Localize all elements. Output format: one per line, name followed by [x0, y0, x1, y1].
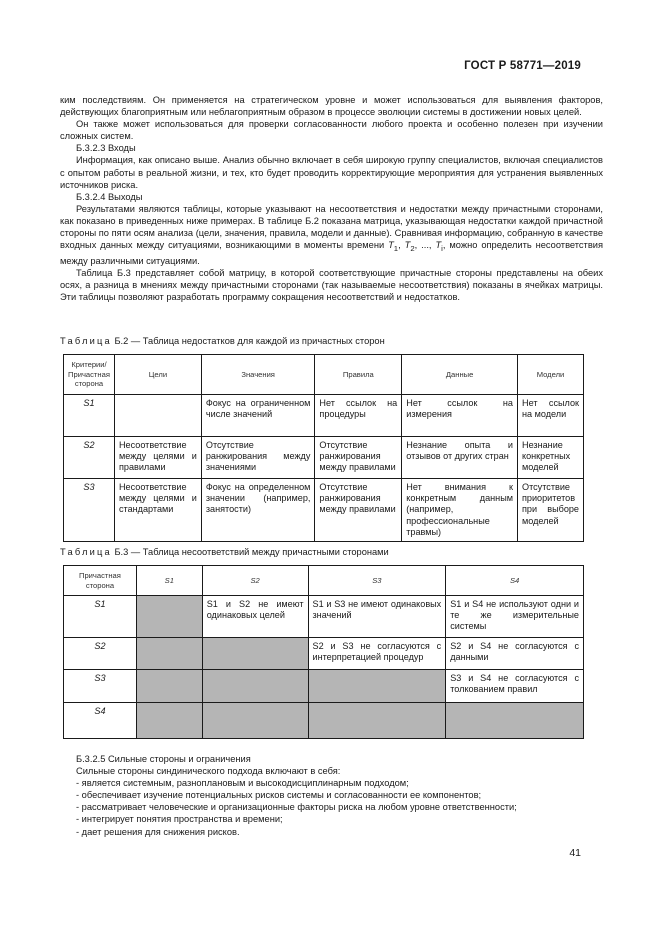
time-var: T: [404, 240, 411, 251]
paragraph: Он также может использоваться для проверки согласованности любого проекта и особенно полезен при изучении сложных систем.: [60, 119, 603, 142]
table-cell: S2 и S3 не согласуются с интерпретацией процедур: [308, 638, 446, 670]
document-header: ГОСТ Р 58771—2019: [464, 60, 581, 72]
table-cell-empty: [136, 638, 202, 670]
table-cell: Нет ссылок на модели: [518, 395, 584, 437]
table-b2: [63, 354, 584, 542]
table-cell-empty: [136, 670, 202, 703]
table-row: [64, 703, 584, 739]
table-row: [64, 596, 584, 638]
section-heading: Б.3.2.5 Сильные стороны и ограничения: [76, 754, 251, 764]
time-var: T: [388, 240, 394, 251]
table-row: [64, 479, 584, 542]
paragraph: Результатами являются таблицы, которые указывают на несоответствия и недостатки между причастными сторонами, как показано в приведенных ниже примерах. В таблице Б.2 показана матрица, указывающая недостатки каждой причастной стороны по пяти осям анализа (цели, значения, правила, модели и данные). Сравнивая информацию, собранную в качестве входных данных между ситуациями, возникающими в моменты времени $T_1$, $T_2$, ..., $T_i$, можно определить несоответствия между различными ситуациями.: [60, 203, 603, 267]
time-sub: 1: [393, 243, 399, 253]
table-header-row: [64, 355, 584, 395]
table-header-cell: Критерии/ Причастная сторона: [64, 355, 115, 395]
caption-prefix: Таблица: [60, 547, 112, 557]
table-cell: Отсутствие ранжирования между правилами: [315, 437, 402, 479]
table-b3-caption: [60, 547, 389, 557]
table-cell: Отсутствие ранжирования между правилами: [315, 479, 402, 542]
table-b3: [63, 565, 584, 739]
table-cell: Несоответствие между целями и стандартами: [114, 479, 201, 542]
table-header-cell: S2: [202, 566, 308, 596]
subsection-heading: Б.3.2.3 Входы: [76, 143, 136, 154]
row-label: S3: [64, 479, 115, 542]
table-header-row: [64, 566, 584, 596]
caption-text: Б.3 — Таблица несоответствий между причастными сторонами: [111, 547, 389, 557]
list-item: - дает решения для снижения рисков.: [76, 826, 240, 837]
row-label: S4: [64, 703, 137, 739]
table-header-cell: Значения: [201, 355, 315, 395]
table-cell: Фокус на ограниченном числе значений: [201, 395, 315, 437]
list-item: - является системным, разноплановым и высокодисциплинарным подходом;: [76, 778, 409, 789]
table-header-cell: Данные: [402, 355, 518, 395]
body-text-top: [60, 94, 603, 303]
list-item: - обеспечивает изучение потенциальных рисков системы и согласованности ее компонентов;: [76, 790, 482, 801]
table-cell: Нет ссылок на процедуры: [315, 395, 402, 437]
table-header-cell: Правила: [315, 355, 402, 395]
table-row: [64, 670, 584, 703]
table-header-cell: S1: [136, 566, 202, 596]
table-cell: Фокус на определенном значении (например, занятости): [201, 479, 315, 542]
table-cell-empty: [446, 703, 584, 739]
table-header-cell: S4: [446, 566, 584, 596]
paragraph: Информация, как описано выше. Анализ обычно включает в себя широкую группу специалистов, включая специалистов с опытом работы в реальной жизни, и тех, кто будет проводить корректирующие мероприятия для устранения выявленных источников риска.: [60, 155, 603, 190]
table-header-cell: Модели: [518, 355, 584, 395]
list-item: - рассматривает человеческие и организационные факторы риска на любом уровне ответственности;: [76, 802, 517, 813]
table-cell: S1 и S4 не используют одни и те же измерительные системы: [446, 596, 584, 638]
table-cell-empty: [308, 670, 446, 703]
table-row: [64, 437, 584, 479]
table-cell: Отсутствие приоритетов при выборе моделей: [518, 479, 584, 542]
table-cell-empty: [202, 670, 308, 703]
row-label: S1: [64, 395, 115, 437]
list-item: - интегрирует понятия пространства и времени;: [76, 814, 283, 825]
table-cell: S1 и S3 не имеют одинаковых значений: [308, 596, 446, 638]
paragraph: Таблица Б.3 представляет собой матрицу, в которой соответствующие причастные стороны представлены на обеих осях, а разница в мнениях между причастными сторонами (так называемые несоответствия) показаны в ячейках матрицы. Эти таблицы позволяют разработать программу сокращения несоответствий и недостатков.: [60, 268, 603, 303]
page-number: 41: [569, 847, 581, 859]
table-cell: [114, 395, 201, 437]
row-label: S2: [64, 437, 115, 479]
section-intro: Сильные стороны синдинического подхода включают в себя:: [76, 766, 341, 777]
time-sub: i: [441, 243, 443, 253]
table-cell: S3 и S4 не согласуются с толкованием правил: [446, 670, 584, 703]
table-cell: S2 и S4 не согласуются с данными: [446, 638, 584, 670]
table-cell-empty: [308, 703, 446, 739]
time-sub: 2: [410, 243, 415, 253]
paragraph: ким последствиям. Он применяется на стратегическом уровне и может использоваться для выявления факторов, действующих благоприятным или неблагоприятным образом в процессе эволюции системы в достижении новых целей.: [60, 95, 603, 118]
paragraph-tail: , можно определить несоответствия между различными ситуациями.: [60, 240, 603, 267]
table-cell: Незнание конкретных моделей: [518, 437, 584, 479]
table-cell-empty: [136, 596, 202, 638]
strengths-section: [60, 753, 603, 838]
table-header-cell: Цели: [114, 355, 201, 395]
table-header-cell: Причастная сторона: [64, 566, 137, 596]
table-cell: Незнание опыта и отзывов от других стран: [402, 437, 518, 479]
table-cell: Нет ссылок на измерения: [402, 395, 518, 437]
row-label: S1: [64, 596, 137, 638]
table-b2-caption: [60, 336, 385, 346]
subsection-heading: Б.3.2.4 Выходы: [76, 191, 143, 202]
caption-prefix: Таблица: [60, 336, 112, 346]
table-row: [64, 638, 584, 670]
table-row: [64, 395, 584, 437]
table-cell: Отсутствие ранжирования между значениями: [201, 437, 315, 479]
time-var: T: [435, 240, 442, 251]
table-header-cell: S3: [308, 566, 446, 596]
table-cell-empty: [136, 703, 202, 739]
table-cell: Нет внимания к конкретным данным (например, профессиональные травмы): [402, 479, 518, 542]
table-cell: S1 и S2 не имеют одинаковых целей: [202, 596, 308, 638]
table-cell-empty: [202, 703, 308, 739]
row-label: S2: [64, 638, 137, 670]
table-cell: Несоответствие между целями и правилами: [114, 437, 201, 479]
paragraph-text: Результатами являются таблицы, которые указывают на несоответствия и недостатки между причастными сторонами, как показано в приведенных ниже примерах. В таблице Б.2 показана матрица, указывающая недостатки каждой причастной стороны по пяти осям анализа (цели, значения, правила, модели и данные). Сравнивая информацию, собранную в качестве входных данных между ситуациями, возникающими в моменты времени: [60, 203, 603, 251]
caption-text: Б.2 — Таблица недостатков для каждой из причастных сторон: [111, 336, 385, 346]
table-cell-empty: [202, 638, 308, 670]
row-label: S3: [64, 670, 137, 703]
